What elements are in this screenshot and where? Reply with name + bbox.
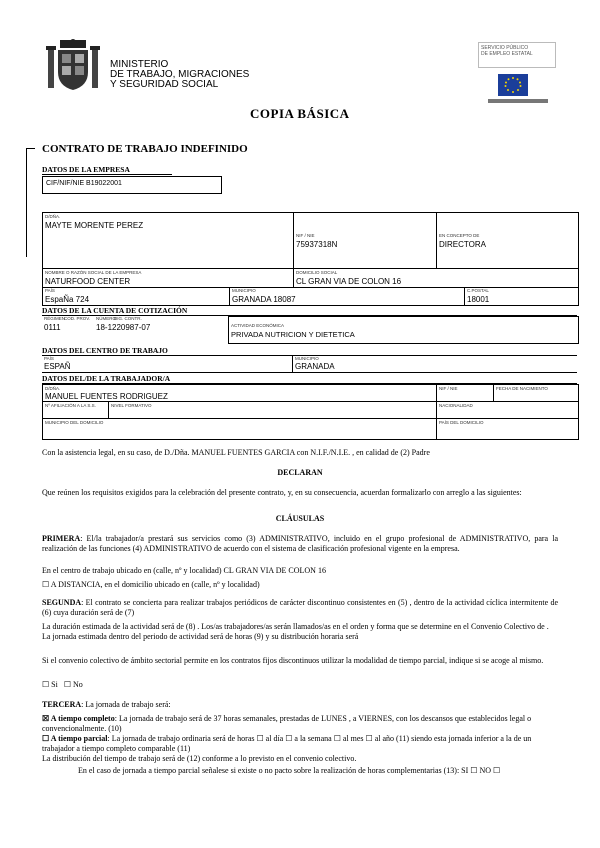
sepe-line2: DE EMPLEO ESTATAL [481, 51, 533, 57]
asistencia-text: Con la asistencia legal, en su caso, de D./Dña. MANUEL FUENTES GARCIA con N.I.F./N.I.E. , en calidad de (2) Padre [42, 448, 430, 457]
trab-nacionalidad-label: NACIONALIDAD [439, 403, 473, 408]
cotizacion-section-title: DATOS DE LA CUENTA DE COTIZACIÓN [42, 306, 577, 316]
actividad-label: ACTIVIDAD ECONÓMICA [231, 323, 285, 328]
segunda-no-checkbox[interactable]: ☐ No [63, 680, 83, 689]
tercera-completo [42, 714, 558, 733]
trabajador-section-title: DATOS DEL/DE LA TRABAJADOR/A [42, 374, 577, 384]
actividad-value: PRIVADA NUTRICION Y DIETETICA [231, 330, 355, 339]
nif-value: 75937318N [296, 240, 338, 249]
domicilio-label: DOMICILIO SOCIAL [296, 270, 338, 275]
primera-label: PRIMERA [42, 534, 81, 543]
actividad-box [228, 316, 579, 344]
dc-label: DIG. CONTR. [114, 316, 142, 321]
eu-flag-icon [498, 74, 528, 96]
cpostal-value: 18001 [467, 295, 490, 304]
segunda-options [42, 680, 83, 690]
ministry-name [110, 60, 249, 90]
municipio-label: MUNICIPIO [232, 288, 256, 293]
copia-title: COPIA BÁSICA [250, 106, 350, 121]
centro-municipio-value: GRANADA [295, 362, 335, 371]
trab-municipio-label: MUNICIPIO DEL DOMICILIO [45, 420, 104, 425]
primera-clause [42, 534, 558, 553]
tercera-parcial [42, 734, 558, 753]
ministry-line3: Y SEGURIDAD SOCIAL [110, 79, 219, 90]
dona-label: D/DÑA. [45, 214, 61, 219]
regimen-value: 0111 [44, 323, 61, 332]
sepe-line1: SERVICIO PÚBLICO [481, 45, 529, 51]
concepto-value: DIRECTORA [439, 240, 486, 249]
municipio-value: GRANADA 18087 [232, 295, 296, 304]
parcial-text: : La jornada de trabajo ordinaria será de horas ☐ al día ☐ a la semana ☐ al mes ☐ al año (11) siendo esta jornada inferior a la de un trabajador a tiempo completo comparable (11) [42, 734, 532, 753]
trab-dona-value: MANUEL FUENTES RODRIGUEZ [45, 392, 168, 401]
trab-afiliacion-label: Nº AFILIACIÓN A LA S.S. [45, 403, 96, 408]
sepe-logo [478, 42, 556, 68]
razon-label: NOMBRE O RAZÓN SOCIAL DE LA EMPRESA [45, 270, 142, 275]
ministry-line1: MINISTERIO [110, 59, 169, 70]
trab-fecha-label: FECHA DE NACIMIENTO [496, 386, 548, 391]
primera-text1: : El/la trabajador/a prestará sus servicios como (3) ADMINISTRATIVO, incluido en el grupo profesional de ADMINISTRATIVO, para la realización de las funciones (4) ADMINISTRATIVO de acuerdo con el sistema de clasificación profesional vigente en la empresa. [42, 534, 558, 553]
dona-value: MAYTE MORENTE PEREZ [45, 221, 144, 230]
contract-title: CONTRATO DE TRABAJO INDEFINIDO [42, 143, 248, 155]
segunda-clause [42, 598, 558, 617]
cif-value: CIF/NIF/NIE B19022001 [46, 180, 122, 187]
tercera-intro: : La jornada de trabajo será: [81, 700, 171, 709]
primera-distancia[interactable]: ☐ A DISTANCIA, en el domicilio ubicado en (calle, nº y localidad) [42, 580, 260, 589]
centro-pais-label: PAÍS [44, 356, 54, 361]
razon-value: NATURFOOD CENTER [45, 277, 131, 286]
clausulas-title: CLÁUSULAS [275, 514, 325, 523]
concepto-label: EN CONCEPTO DE [439, 233, 480, 238]
segunda-text3: Si el convenio colectivo de ámbito sectorial permite en los contratos fijos discontinuos utilizar la modalidad de tiempo parcial, indique si se acoge al mismo. [42, 656, 544, 665]
pais-value: EspaÑa 724 [45, 295, 90, 304]
ministry-line2: DE TRABAJO, MIGRACIONES [110, 69, 250, 80]
domicilio-value: CL GRAN VIA DE COLON 16 [296, 277, 402, 286]
segunda-text1: : El contrato se concierta para realizar trabajos periódicos de carácter discontinuo consistentes en (5) , dentro de la actividad cíclica intermitente de (6) cuya duración será de (7) [42, 598, 558, 617]
numero-value: 18-1220987-07 [96, 323, 151, 332]
trab-dona-label: D/DÑA. [45, 386, 61, 391]
trab-nif-label: NIF / NIE [439, 386, 458, 391]
cif-box [42, 176, 222, 194]
pais-label: PAÍS [45, 288, 55, 293]
centro-municipio-label: MUNICIPIO [295, 356, 319, 361]
left-bracket [26, 148, 35, 257]
primera-text2: En el centro de trabajo ubicado en (calle, nº y localidad) CL GRAN VIA DE COLON 16 [42, 566, 326, 575]
parcial-checkbox[interactable]: ☐ A tiempo parcial [42, 734, 108, 743]
centro-section-title: DATOS DEL CENTRO DE TRABAJO [42, 346, 577, 356]
trabajador-grid [42, 384, 579, 440]
tercera-distribucion: La distribución del tiempo de trabajo será de (12) conforme a lo previsto en el convenio colectivo. [42, 754, 357, 763]
tercera-complementarias: En el caso de jornada a tiempo parcial señalese si existe o no pacto sobre la realización de horas complementarias (13): SI ☐ NO ☐ [78, 766, 501, 775]
segunda-text2: La duración estimada de la actividad será de (8) . Los/as trabajadores/as serán llamados/as en el orden y forma que se determine en el Convenio Colectivo de . La jornada estimada dentro del periodo de actividad será de horas (9) y su distribución horaria será [42, 622, 549, 641]
empresa-grid [42, 212, 579, 306]
cotizacion-grid [42, 316, 577, 342]
trab-nivel-label: NIVEL FORMATIVO [111, 403, 152, 408]
nif-label: NIF / NIE [296, 233, 315, 238]
completo-checkbox[interactable]: ☒ A tiempo completo [42, 714, 115, 723]
centro-pais-value: ESPAÑ [44, 362, 71, 371]
declaran-text: Que reúnen los requisitos exigidos para la celebración del presente contrato, y, en su consecuencia, acuerdan formalizarlo con arreglo a las siguientes: [42, 488, 522, 497]
tercera-label: TERCERA [42, 700, 82, 709]
completo-text: : La jornada de trabajo será de 37 horas semanales, prestadas de LUNES , a VIERNES, con los descansos que establecidos legal o convencionalmente. (10) [42, 714, 532, 733]
tercera-clause [42, 700, 558, 710]
eu-caption-bar [488, 99, 548, 103]
regimen-label: RÉGIMEN [44, 316, 66, 321]
centro-grid [42, 356, 577, 373]
numero-label: NÚMERO [96, 316, 116, 321]
declaran-title: DECLARAN [277, 468, 323, 477]
codprov-label: COD. PROV. [64, 316, 91, 321]
segunda-si-checkbox[interactable]: ☐ Si [42, 680, 58, 689]
empresa-section-title: DATOS DE LA EMPRESA [42, 165, 172, 175]
coat-of-arms-logo [46, 38, 100, 94]
segunda-label: SEGUNDA [42, 598, 82, 607]
trab-pais-label: PAÍS DEL DOMICILIO [439, 420, 484, 425]
cpostal-label: C.POSTAL [467, 288, 489, 293]
